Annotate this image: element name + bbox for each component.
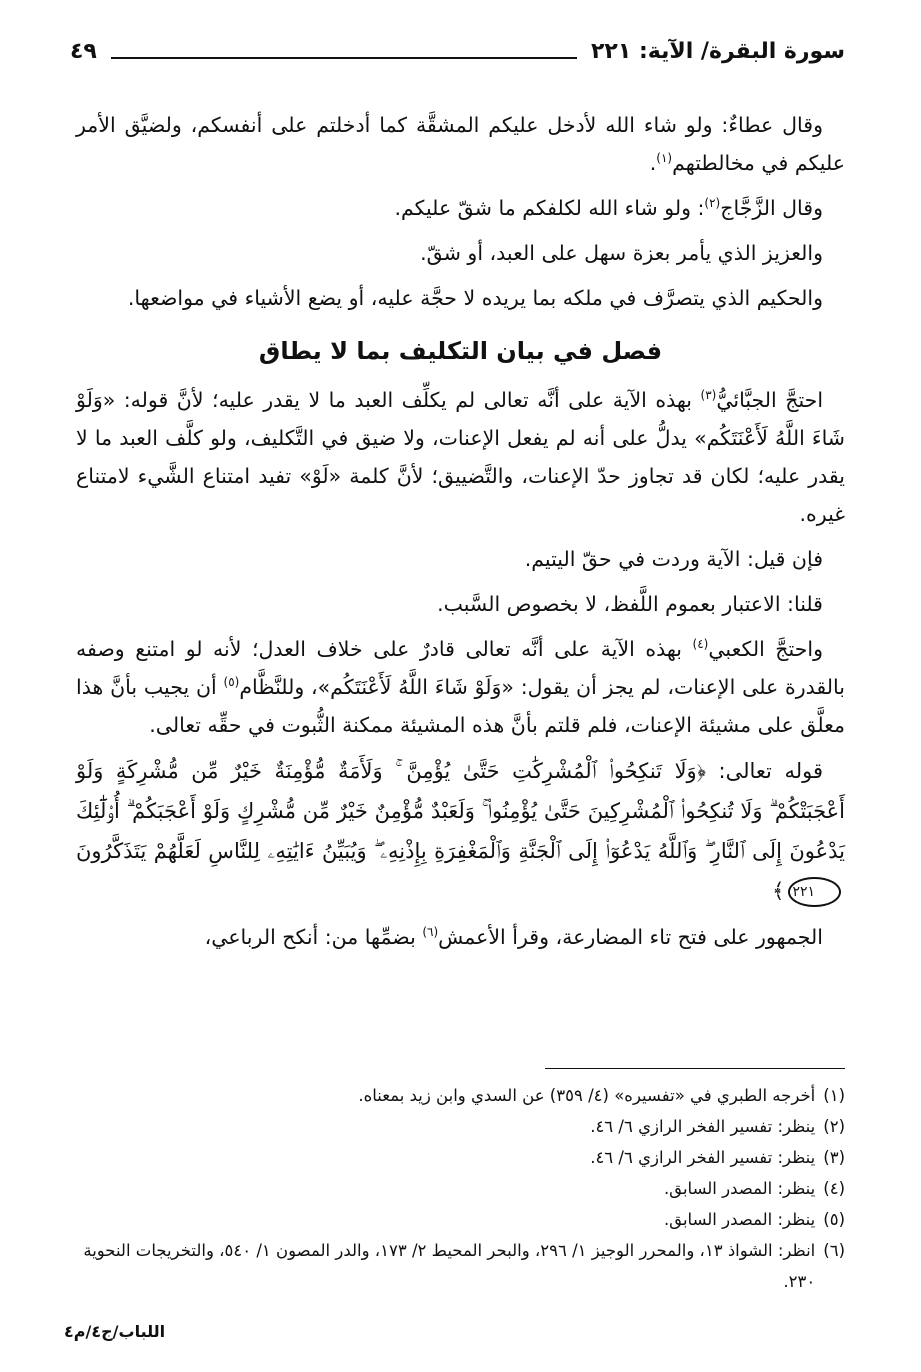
paragraph-text: وقال الزَّجَّاج (720, 196, 823, 220)
section-title: فصل في بيان التكليف بما لا يطاق (258, 337, 663, 365)
paragraph-text: بهذه الآية على أنَّه تعالى قادرٌ على خلاف العدل؛ لأنه لو امتنع وصفه بالقدرة على الإعنات، لم يجز أن يقول: «وَلَوْ شَاءَ اللَّهُ لَأَعْنَتَكُم»، وللنَّظَّام (76, 637, 845, 699)
paragraph-text: احتجَّ الجبَّائيُّ (716, 388, 824, 412)
footnote-text: ينظر: المصدر السابق. (663, 1210, 816, 1229)
paragraph-text: أن يجيب بأنَّ هذا معلَّق على مشيئة الإعنات، فلم قلتم بأنَّ هذه المشيئة ممكنة الثُّبوت في حقِّه تعالى. (76, 675, 845, 737)
paragraph-reply (76, 585, 845, 623)
verse-open-bracket: ﴿ (696, 759, 706, 783)
footnote-number: (٥) (823, 1210, 845, 1229)
paragraph-text: قلنا: الاعتبار بعموم اللَّفظ، لا بخصوص السَّبب. (437, 592, 823, 616)
footnote-ref: (٤) (692, 637, 709, 652)
footnote-ref: (٣) (700, 388, 717, 403)
paragraph-kabi (76, 630, 845, 744)
footnote-number: (٢) (823, 1117, 845, 1136)
page-number: ٤٩ (70, 38, 97, 64)
ayah-number-marker: ٢٢١ (788, 877, 841, 907)
paragraph-jubbai (76, 381, 845, 533)
paragraph-tail: بهذه الآية على أنَّه تعالى لم يكلِّف العبد ما لا يقدر عليه؛ لأنَّ قوله: «وَلَوْ شَاءَ اللَّهُ لَأَعْنَتَكُم» يدلُّ على أنه لم يفعل الإعنات، ولا ضيق في التَّكليف، ولو كلَّف العبد ما لا يقدر عليه؛ لكان قد تجاوز حدّ الإعنات، والتَّضييق؛ لأنَّ كلمة «لَوْ» تفيد امتناع الشَّيء لامتناع غيره. (76, 388, 845, 526)
footnote (76, 1142, 845, 1173)
footnotes (76, 1080, 845, 1297)
main-text (76, 106, 845, 963)
footnote (76, 1204, 845, 1235)
paragraph-zajjaj (76, 189, 845, 227)
paragraph-hakim (76, 279, 845, 317)
header-surah-label: سورة البقرة/ الآية: ٢٢١ (590, 38, 845, 64)
footnote-text: ينظر: تفسير الفخر الرازي ٦/ ٤٦. (590, 1117, 816, 1136)
paragraph-tail: : ولو شاء الله لكلفكم ما شقّ عليكم. (394, 196, 705, 220)
paragraph-objection (76, 540, 845, 578)
paragraph-text: فإن قيل: الآية وردت في حقّ اليتيم. (524, 547, 823, 571)
paragraph-tail: . (649, 151, 657, 175)
footnote-number: (٤) (823, 1179, 845, 1198)
footnote-number: (١) (823, 1086, 845, 1105)
footnote-ref: (١) (656, 151, 673, 166)
paragraph-text: والحكيم الذي يتصرَّف في ملكه بما يريده لا حجَّة عليه، أو يضع الأشياء في مواضعها. (127, 286, 823, 310)
paragraph-readings (76, 918, 845, 956)
footnote (76, 1080, 845, 1111)
printer-signature: اللباب/ج٤/م٤ (64, 1322, 166, 1341)
footnote-text: انظر: الشواذ ١٣، والمحرر الوجيز ١/ ٢٩٦، والبحر المحيط ٢/ ١٧٣، والدر المصون ١/ ٥٤٠، والتخريجات النحوية ٢٣٠. (83, 1241, 816, 1291)
footnote-text: أخرجه الطبري في «تفسيره» (٤/ ٣٥٩) عن السدي وابن زيد بمعناه. (358, 1086, 816, 1105)
running-header (70, 30, 845, 72)
paragraph-text: الجمهور على فتح تاء المضارعة، وقرأ الأعمش (438, 925, 823, 949)
footnote-ref: (٦) (422, 925, 439, 940)
footnote-text: ينظر: المصدر السابق. (663, 1179, 816, 1198)
footnote-separator (545, 1068, 845, 1069)
paragraph-text: وقال عطاءٌ: ولو شاء الله لأدخل عليكم المشقَّة كما أدخلتم على أنفسكم، ولضيَّق الأمر عليكم في مخالطتهم (76, 113, 845, 175)
paragraph-text: بضمِّها من: أنكح الرباعي، (204, 925, 423, 949)
footnote-text: ينظر: تفسير الفخر الرازي ٦/ ٤٦. (590, 1148, 816, 1167)
footnote-number: (٦) (823, 1241, 845, 1260)
paragraph-text: واحتجَّ الكعبي (708, 637, 823, 661)
footnote (76, 1173, 845, 1204)
verse-intro: قوله تعالى: (706, 759, 823, 783)
footnote-ref: (٥) (223, 675, 240, 690)
footnote-number: (٣) (823, 1148, 845, 1167)
header-rule (111, 57, 577, 59)
paragraph-ata (76, 106, 845, 182)
verse-close-bracket: ﴾ (772, 879, 785, 903)
footnote-ref: (٢) (704, 196, 721, 211)
paragraph-aziz (76, 234, 845, 272)
verse-text: وَلَا تَنكِحُوا۟ ٱلْمُشْرِكَٰتِ حَتَّىٰ يُؤْمِنَّ ۚ وَلَأَمَةٌ مُّؤْمِنَةٌ خَيْرٌ مِّن مُّشْرِكَةٍ وَلَوْ أَعْجَبَتْكُمْ ۗ وَلَا تُنكِحُوا۟ ٱلْمُشْرِكِينَ حَتَّىٰ يُؤْمِنُوا۟ ۚ وَلَعَبْدٌ مُّؤْمِنٌ خَيْرٌ مِّن مُّشْرِكٍ وَلَوْ أَعْجَبَكُمْ ۗ أُو۟لَٰٓئِكَ يَدْعُونَ إِلَى ٱلنَّارِ ۖ وَٱللَّهُ يَدْعُوٓا۟ إِلَى ٱلْجَنَّةِ وَٱلْمَغْفِرَةِ بِإِذْنِهِۦ ۖ وَيُبَيِّنُ ءَايَٰتِهِۦ لِلنَّاسِ لَعَلَّهُمْ يَتَذَكَّرُونَ (76, 759, 845, 863)
footnote (76, 1111, 845, 1142)
paragraph-text: والعزيز الذي يأمر بعزة سهل على العبد، أو شقّ. (420, 241, 823, 265)
footnote (76, 1235, 845, 1297)
quran-verse-block (76, 751, 845, 911)
